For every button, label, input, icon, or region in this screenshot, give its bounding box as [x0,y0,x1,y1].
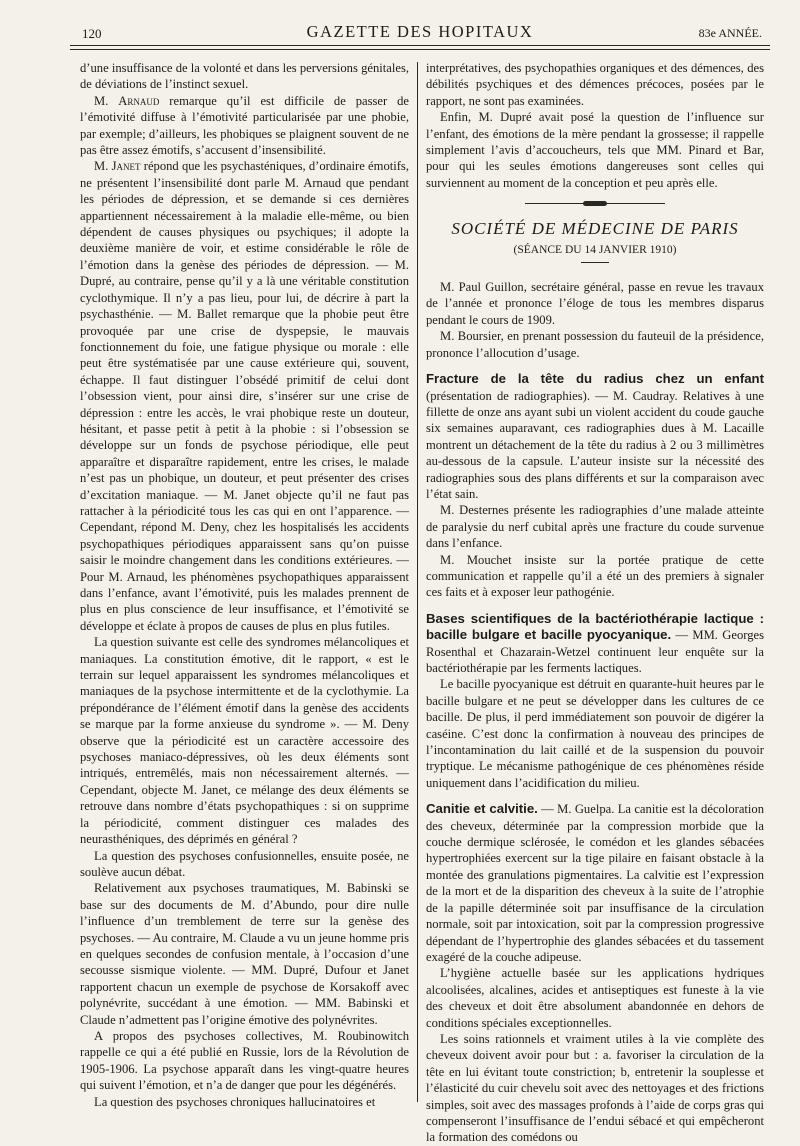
paragraph: M. Boursier, en prenant possession du fauteuil de la présidence, prononce l’allocution d’usage. [426,329,764,360]
header-rule-thick [70,45,770,46]
paragraph: M. Desternes présente les radiographies d’une malade atteinte de paralysie du nerf cubital après une fracture du coude survenue dans l’enfance. [426,503,764,551]
paragraph: A propos des psychoses collectives, M. Roubinowitch rappelle ce qui a été publié en Russie, lors de la Révolution de 1905-1906. La psychose apparaît dans les vingt-quatre heures qui suivent l’émotion, et n’a de danger que pour les dégénérés. [80,1028,409,1093]
subsection-heading: Fracture de la tête du radius chez un enfant [426,371,764,387]
paragraph: Enfin, M. Dupré avait posé la question de l’influence sur l’enfant, des émotions de la mère pendant la grossesse; il rappelle simplement l’avis d’accoucheurs, tels que MM. Pinard et Bar, pour qui les seules émotions dangereuses sont celles qui surviennent au moment de la conception et peu après elle. [426,110,764,190]
paragraph: Relativement aux psychoses traumatiques, M. Babinski se base sur des documents de M. d’Abundo, pour dire nulle l’influence d’un tremblement de terre sur la genèse des psychoses. — Au contraire, M. Claude a vu un jeune homme pris en quelques secondes de confusion mentale, à l’occasion d’une secousse sismique violente. — MM. Dupré, Dufour et Janet rapportent chacun un exemple de psychose de Korsakoff avec polynévrite, succédant à une émotion. — MM. Babinski et Claude n’admettent pas l’origine émotive des polynévrites. [80,881,409,1027]
page-header [70,22,770,46]
journal-title: GAZETTE DES HOPITAUX [306,22,534,41]
page-number: 120 [82,26,102,41]
paragraph: M. Arnaud remarque qu’il est difficile de passer de l’émotivité diffuse à l’émotivité particularisée par une phobie, par exemple; d’ailleurs, les phobiques se plaignent souvent de ne pas être assez émotifs, s’accusent d’insensibilité. [80,93,409,158]
paragraph: Canitie et calvitie. — M. Guelpa. La canitie est la décoloration des cheveux, déterminée par la compression morbide que la couche dermique sclérosée, le comédon et les glandes sébacées hypertrophiées exercent sur la tige pilaire en faisant obstacle à la montée des granulations pigmentaires. La calvitie est l’expression de la mort et de la disparition des cheveux à la suite de l’atrophie de la papille déterminée soit par insuffisance de la circulation normale, soit par intoxication, soit par la compression progressive dépendant de l’hypertrophie des glandes sébacées et du tassement exagéré de la couche adipeuse. [426,801,765,964]
subsection-heading: Canitie et calvitie. [426,801,538,817]
author-name: Janet [111,159,141,174]
section-title: SOCIÉTÉ DE MÉDECINE DE PARIS [451,219,739,239]
paragraph: M. Mouchet insiste sur la portée pratique de cette communication et rappelle qu’il a été un des premiers à signaler ces faits et à exposer leur pathogénie. [426,552,764,600]
left-column [80,60,409,1109]
year-label: 83e ANNÉE. [698,26,762,40]
paragraph: M. Paul Guillon, secrétaire général, passe en revue les travaux de l’année et prononce l’éloge de tous les membres disparus pendant le cours de 1909. [426,280,764,327]
paragraph: L’hygiène actuelle basée sur les applications hydriques alcoolisées, alcalines, acides et antiseptiques est funeste à la vie des cheveux et doit être absolument abandonnée en dehors de conditions spéciales exceptionnelles. [426,966,764,1030]
paragraph: Bases scientifiques de la bactériothérapie lactique : bacille bulgare et bacille pyocyanique. — MM. Georges Rosenthal et Chazarain-Wetzel continuent leur enquête sur la bactériothérapie par les ferments lactiques. [426,610,764,675]
paragraph: La question des psychoses confusionnelles, ensuite posée, ne soulève aucun débat. [80,848,409,879]
short-rule [581,262,609,263]
right-column [426,60,765,1145]
column-divider [417,62,418,1102]
ornament-divider [525,201,665,207]
subsection-heading: Bases scientifiques de la bactériothérapie lactique : bacille bulgare et bacille pyocyanique. [426,610,764,643]
author-name: Arnaud [118,93,160,108]
paragraph: La question suivante est celle des syndromes mélancoliques et maniaques. La constitution émotive, dit le rapport, « est le terrain sur lequel apparaissent les syndromes mélancoliques et maniaques de la psychose intermittente et de la cyclothymie. La prépondérance de l’élément émotif dans la genèse des accidents se marque par la forme anxieuse du syndrome ». — M. Deny observe que la périodicité est un caractère accessoire des psychoses maniaco-dépressives, où les deux éléments sont intriqués, entremêlés, mais non nécessairement alternés. — Cependant, objecte M. Janet, ce mélange des deux éléments se retrouve dans nombre d’états psychopathiques : si on supprime la périodicité, comment distinguer ces malades des neurasthéniques, des déprimés en général ? [80,635,409,847]
header-rule-thin [70,49,770,50]
paragraph: Le bacille pyocyanique est détruit en quarante-huit heures par le bacille bulgare et ne peut se développer dans les cultures de ce bacille. De plus, il perd immédiatement son pouvoir de digérer la caséine. C’est donc la confirmation à nouveau des principes de l’incontamination du lait caillé et de la suspension du pouvoir tryptique. Le mécanisme pathogénique de ces phénomènes réside uniquement dans l’acidification du milieu. [426,677,764,790]
paragraph: d’une insuffisance de la volonté et dans les perversions génitales, de déviations de l’instinct sexuel. [80,61,409,92]
paragraph: Les soins rationnels et vraiment utiles à la vie complète des cheveux doivent avoir pour but : a. favoriser la circulation de la tête en lui évitant toute constriction; b, entretenir la souplesse et l’élasticité du cuir chevelu soit avec des nettoyages et des frictions simples, soit avec des massages profonds à l’aide de corps gras qui compenseront l’insuffisance de l’endui sébacé et qui empêcheront la formation des comédons ou [426,1031,764,1145]
section-subtitle: (SÉANCE DU 14 JANVIER 1910) [513,243,677,256]
paragraph: M. Janet répond que les psychasténiques, d’ordinaire émotifs, ne présentent l’insensibilité dont parle M. Arnaud que pendant les périodes de dépression, et se demande si ces dernières appartiennent nécessairement à la maladie elle-même, ou bien dépendent de causes physiques ou psychiques; il adopte la deuxième manière de voir, et estime considérable le rôle de l’émotion dans la genèse des périodes de dépression. — M. Dupré, au contraire, pense qu’il y a là une véritable constitution cyclothymique. Il n’y a pas lieu, pour lui, de décrire à part la psychasthénie. — M. Ballet remarque que la phobie peut être provoquée par une crise de dyspepsie, le mauvais fonctionnement du foie, une fatigue physique ou morale : elle peut être systématisée par une cause extérieure qui, souvent, échappe. Il faut distinguer l’obsédé primitif de celui dont l’obsession vient, pour ainsi dire, s’insérer sur une crise de dépression : entre les accès, le vrai phobique reste un douteur, hésitant, et passe petit à petit à la phobie : si l’obsession se développe sur un fonds de psychose périodique, elle peut apparaître et disparaître rapidement, entre les crises, le malade n’est pas un phobique, un douteur, et peut présenter des crises d’excitation maniaque. — M. Janet objecte qu’il ne faut pas rattacher à la périodicité tous les cas qui en ont l’apparence. — Cependant, répond M. Deny, chez les hospitalisés les accidents psychopathiques périodiques apparaissent sans qu’on puisse saisir le moindre changement dans les conditions extérieures. — Pour M. Arnaud, les phénomènes psychopathiques apparaissent dans l’enfance, avant l’émotivité, puis les malades prennent de plus en plus conscience de leur insuffisance, et l’émotivité se développe et éclate à propos de causes de plus en plus futiles. [80,159,409,633]
paragraph: interprétatives, des psychopathies organiques et des démences, des débilités psychiques et des démences précoces, posées par le rapport, ne sont pas examinées. [426,61,764,108]
paragraph: La question des psychoses chroniques hallucinatoires et [94,1094,376,1109]
paragraph: Fracture de la tête du radius chez un enfant (présentation de radiographies). — M. Caudray. Relatives à une fillette de onze ans ayant subi un violent accident du coude gauche six semaines auparavant, ces radiographies dues à M. Lacaille montrent un détachement de la tête du radius à 2 ou 3 millimètres au-dessous de la capsule. L’auteur insiste sur la nécessité des radiographies sous des plans différents et sur la comparaison avec l’état sain. [426,371,764,501]
